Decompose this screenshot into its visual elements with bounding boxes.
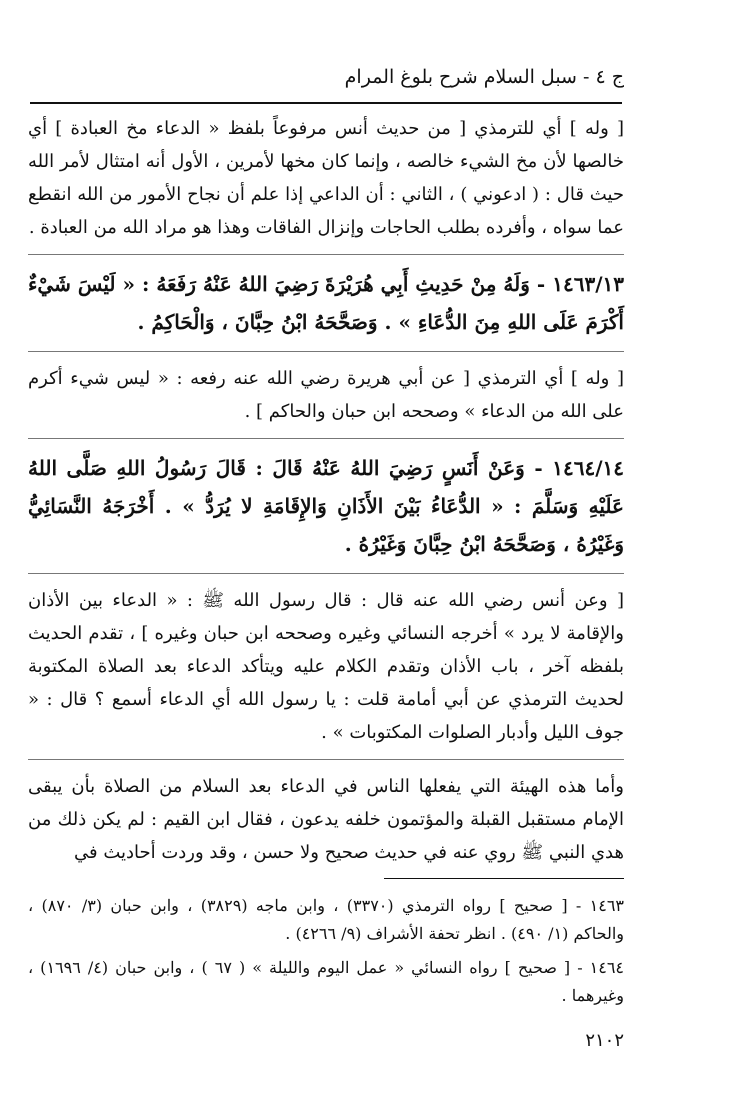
commentary-paragraph: [ وله ] أي الترمذي [ عن أبي هريرة رضي الله عنه رفعه : « ليس شيء أكرم على الله من الدعاء » وصححه ابن حبان والحاكم ] .	[28, 368, 624, 422]
footnotes	[28, 892, 624, 1016]
page-number: ٢١٠٢	[585, 1030, 624, 1051]
section-divider	[28, 351, 624, 352]
section-divider	[28, 438, 624, 439]
commentary-paragraph: [ وله ] أي للترمذي [ من حديث أنس مرفوعاً بلفظ « الدعاء مخ العبادة ] أي خالصها لأن مخ الشيء خالصه ، وإنما كان مخها لأمرين ، الأول أنه امتثال لأمر الله حيث قال : ( ادعوني ) ، الثاني : أن الداعي إذا علم أن نجاح الأمور من الله انقطع عما سواه ، وأفرده بطلب الحاجات وإنزال الفاقات وهذا هو مراد الله من العبادة .	[28, 118, 624, 238]
section-divider	[28, 254, 624, 255]
commentary-paragraph: وأما هذه الهيئة التي يفعلها الناس في الدعاء بعد السلام من الصلاة بأن يبقى الإمام مستقبل القبلة والمؤتمون خلفه يدعون ، فقال ابن القيم : لم يكن ذلك من هدي النبي ﷺ روي عنه في حديث صحيح ولا حسن ، وقد وردت أحاديث في	[28, 776, 624, 863]
footnote-1464: ١٤٦٤ - [ صحيح ] رواه النسائي « عمل اليوم والليلة » ( ٦٧ ) ، وابن حبان (٤/ ١٦٩٦) ، وغيرهما .	[28, 958, 625, 1005]
main-text	[28, 112, 624, 877]
hadith-1464: ١٤٦٤/١٤ - وَعَنْ أَنَسٍ رَضِيَ اللهُ عَنْهُ قَالَ : قَالَ رَسُولُ اللهِ صَلَّى اللهُ عَلَيْهِ وَسَلَّمَ : « الدُّعَاءُ بَيْنَ الأَذَانِ وَالإِقَامَةِ لا يُرَدُّ » . أَخْرَجَهُ النَّسَائِيُّ وَغَيْرُهُ ، وَصَحَّحَهُ ابْنُ حِبَّانَ وَغَيْرُهُ .	[28, 456, 624, 556]
footnote-1463: ١٤٦٣ - [ صحيح ] رواه الترمذي (٣٣٧٠) ، وابن ماجه (٣٨٢٩) ، وابن حبان (٣/ ٨٧٠) ، والحاكم (١/ ٤٩٠) . انظر تحفة الأشراف (٩/ ٤٢٦٦) .	[28, 896, 624, 943]
section-divider	[28, 573, 624, 574]
footnote-rule	[384, 878, 624, 879]
hadith-1463: ١٤٦٣/١٣ - وَلَهُ مِنْ حَدِيثِ أَبِي هُرَيْرَةَ رَضِيَ اللهُ عَنْهُ رَفَعَهُ : « لَيْسَ شَيْءٌ أَكْرَمَ عَلَى اللهِ مِنَ الدُّعَاءِ » . وَصَحَّحَهُ ابْنُ حِبَّانَ ، وَالْحَاكِمُ .	[28, 272, 624, 334]
header-rule	[30, 102, 622, 104]
section-divider	[28, 759, 624, 760]
commentary-paragraph: [ وعن أنس رضي الله عنه قال : قال رسول الله ﷺ : « الدعاء بين الأذان والإقامة لا يرد » أخرجه النسائي وغيره وصححه ابن حبان وغيره ] ، تقدم الحديث بلفظه آخر ، باب الأذان وتقدم الكلام عليه ويتأكد الدعاء بعد الصلاة المكتوبة لحديث الترمذي عن أبي أمامة قلت : يا رسول الله أي الدعاء أسمع ؟ قال : « جوف الليل وأدبار الصلوات المكتوبات » .	[28, 590, 624, 743]
running-header: ج ٤ - سبل السلام شرح بلوغ المرام	[344, 66, 624, 88]
